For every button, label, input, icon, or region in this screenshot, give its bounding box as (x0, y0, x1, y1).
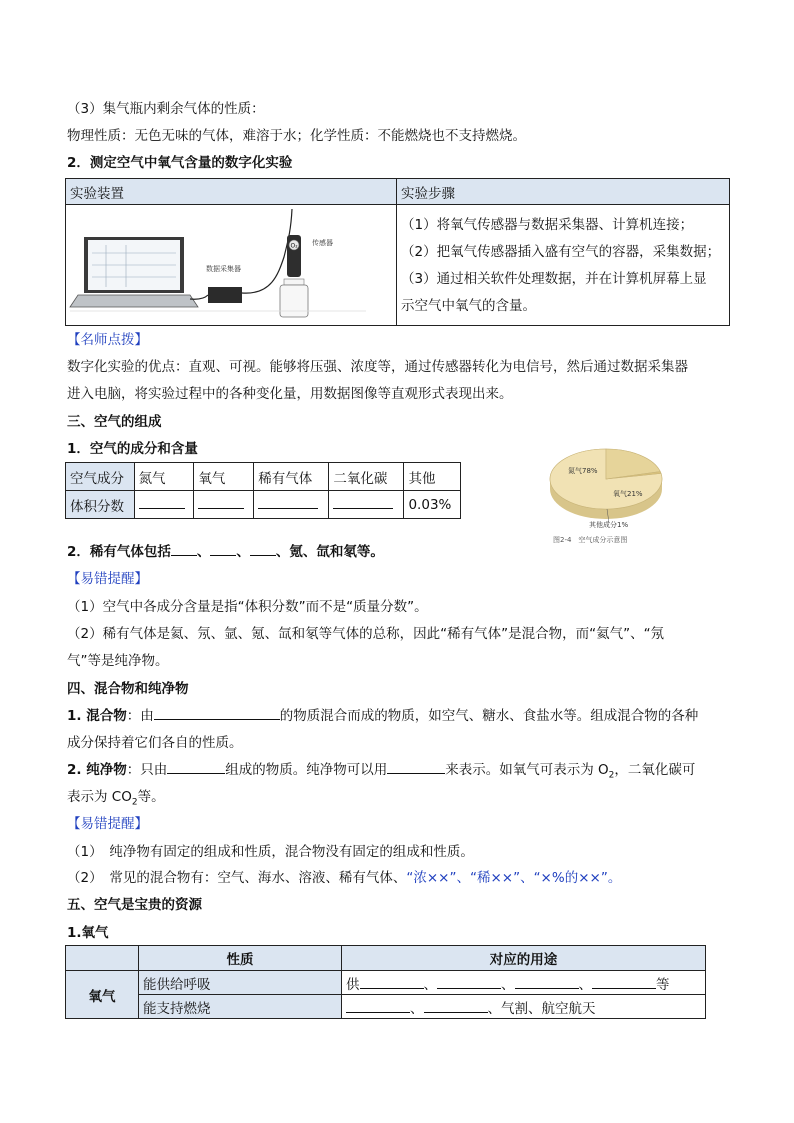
blank-nitrogen (134, 491, 194, 519)
section2-heading: 2．测定空气中氧气含量的数字化实验 (67, 155, 293, 171)
cell-other: 其他 (404, 463, 461, 491)
col-header-steps: 实验步骤 (397, 179, 730, 205)
warn-title-2: 【易错提醒】 (67, 816, 148, 832)
pie-label-other: 其他成分1% (589, 521, 629, 529)
section3-heading: 三、空气的组成 (67, 414, 162, 430)
cell-rare-gas: 稀有气体 (254, 463, 329, 491)
step-3: （3）通过相关软件处理数据，并在计算机屏幕上显 (401, 270, 707, 287)
experiment-table (65, 178, 730, 326)
pie-caption: 图2-4 空气成分示意图 (553, 536, 628, 544)
tip-title: 【名师点拨】 (67, 332, 148, 348)
data-collector (208, 287, 242, 303)
mixture-line-1: 1. 混合物：由 的物质混合而成的物质，如空气、糖水、食盐水等。组成混合物的各种 (67, 708, 699, 724)
use-combustion: 、 、气割、航空航天 (342, 995, 706, 1019)
mixture-line-2: 成分保持着它们各自的性质。 (67, 735, 243, 751)
item3-title: （3）集气瓶内剩余气体的性质： (67, 101, 265, 117)
warn-1-line-2: （2）稀有气体是氦、氖、氩、氪、氙和氡等气体的总称，因此“稀有气体”是混合物，而“氦气”、“氖 (67, 626, 665, 642)
section5-sub1: 1.氧气 (67, 925, 109, 941)
step-2: （2）把氧气传感器插入盛有空气的容器，采集数据； (401, 243, 721, 260)
cell-nitrogen: 氮气 (134, 463, 194, 491)
pie-label-oxygen: 氧气21% (613, 490, 643, 498)
cell-header: 空气成分 (66, 463, 135, 491)
section3-sub1: 1．空气的成分和含量 (67, 441, 198, 457)
collector-label: 数据采集器 (206, 265, 241, 273)
air-pie-chart (543, 445, 673, 550)
apparatus-cell (66, 205, 397, 326)
o2-symbol: O₂ (290, 242, 298, 250)
section4-heading: 四、混合物和纯净物 (67, 681, 189, 697)
blank-co2 (329, 491, 404, 519)
pie-label-nitrogen: 氮气78% (568, 467, 598, 475)
cell-oxygen: 氧气 (194, 463, 254, 491)
pure-line-1: 2. 纯净物：只由 组成的物质。纯净物可以用 来表示。如氧气可表示为 $O_2$，二氧化碳可 (67, 762, 696, 781)
warn-2-line-2: （2） 常见的混合物有：空气、海水、溶液、稀有气体、“浓××”、“稀××”、“×%的××”。 (67, 870, 622, 886)
col-header-use: 对应的用途 (342, 946, 706, 971)
col-header-property: 性质 (139, 946, 342, 971)
use-respiration: 供 、 、 、 等 (342, 971, 706, 995)
cell-co2: 二氧化碳 (329, 463, 404, 491)
corner-cell (66, 946, 139, 971)
apparatus-illustration (66, 205, 394, 321)
pure-line-2: 表示为 $CO_2$等。 (67, 789, 165, 808)
cell-other-value: 0.03% (404, 491, 461, 519)
property-respiration: 能供给呼吸 (139, 971, 342, 995)
warn-title-1: 【易错提醒】 (67, 571, 148, 587)
section5-heading: 五、空气是宝贵的资源 (67, 897, 202, 913)
col-header-apparatus: 实验装置 (66, 179, 397, 205)
sensor-label: 传感器 (312, 239, 333, 247)
oxygen-use-table (65, 945, 706, 1019)
item3-text: 物理性质：无色无味的气体，难溶于水；化学性质：不能燃烧也不支持燃烧。 (67, 128, 526, 144)
row-header-oxygen: 氧气 (66, 971, 139, 1019)
cell-volume-fraction: 体积分数 (66, 491, 135, 519)
warn-2-line-1: （1） 纯净物有固定的组成和性质，混合物没有固定的组成和性质。 (67, 844, 474, 860)
section3-sub2: 2．稀有气体包括 、 、 、氪、氙和氡等。 (67, 544, 384, 560)
steps-cell (397, 205, 730, 326)
warn-1-line-3: 气”等是纯净物。 (67, 653, 169, 669)
blank-rare-gas (254, 491, 329, 519)
laptop-base (70, 295, 198, 307)
tip-line-2: 进入电脑，将实验过程中的各种变化量，用数据图像等直观形式表现出来。 (67, 386, 513, 402)
air-bottle (280, 285, 308, 317)
property-combustion: 能支持燃烧 (139, 995, 342, 1019)
air-composition-table (65, 462, 461, 519)
blank-oxygen (194, 491, 254, 519)
step-1: （1）将氧气传感器与数据采集器、计算机连接； (401, 216, 694, 233)
step-3-cont: 示空气中氧气的含量。 (401, 297, 536, 314)
tip-line-1: 数字化实验的优点：直观、可视。能够将压强、浓度等，通过传感器转化为电信号，然后通过数据采集器 (67, 359, 688, 375)
warn-1-line-1: （1）空气中各成分含量是指“体积分数”而不是“质量分数”。 (67, 599, 428, 615)
